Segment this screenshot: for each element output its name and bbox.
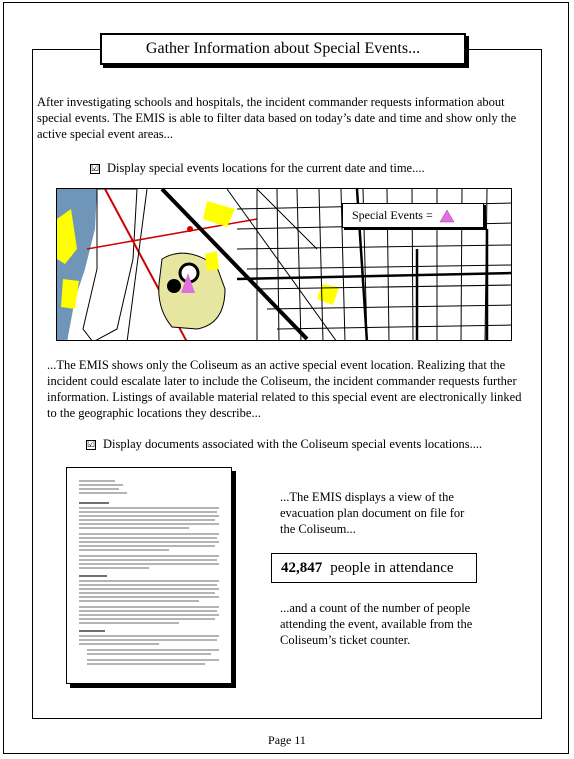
intro-paragraph: After investigating schools and hospitals, the incident commander requests information about special events. The EMIS is able to filter data based on today’s date and time and show only the active special event areas... bbox=[37, 95, 517, 141]
coliseum-documents-option-label: Display documents associated with the Coliseum special events locations.... bbox=[103, 437, 483, 451]
attendance-number: 42,847 bbox=[281, 559, 323, 576]
page-title-text: Gather Information about Special Events... bbox=[145, 40, 421, 57]
page-title bbox=[100, 33, 466, 65]
checkbox-icon[interactable]: ☑ bbox=[90, 163, 100, 173]
page-number: Page 11 bbox=[268, 733, 306, 747]
attendance-label: people in attendance bbox=[330, 559, 454, 576]
coliseum-marker bbox=[167, 279, 181, 293]
attendance-count bbox=[271, 553, 477, 583]
coliseum-documents-option[interactable] bbox=[86, 437, 482, 452]
map-legend bbox=[342, 203, 484, 228]
legend-label: Special Events = bbox=[352, 208, 433, 222]
coliseum-paragraph: ...The EMIS shows only the Coliseum as an active special event location. Realizing that the incident could escalate later to include the Coliseum, the incident commander requests further information. Listings of available material related to this special event are electronically linked to the geographic locations they describe... bbox=[47, 358, 522, 420]
pink-triangle-icon bbox=[439, 209, 455, 223]
special-events-option[interactable] bbox=[90, 161, 425, 176]
evacuation-plan-document-thumbnail[interactable] bbox=[66, 467, 232, 684]
special-events-option-label: Display special events locations for the current date and time.... bbox=[107, 161, 425, 175]
document-view-paragraph: ...The EMIS displays a view of the evacuation plan document on file for the Coliseum... bbox=[280, 490, 465, 536]
checkbox-icon[interactable]: ☑ bbox=[86, 439, 96, 449]
ticket-count-paragraph: ...and a count of the number of people attending the event, available from the Coliseum’s ticket counter. bbox=[280, 601, 473, 647]
